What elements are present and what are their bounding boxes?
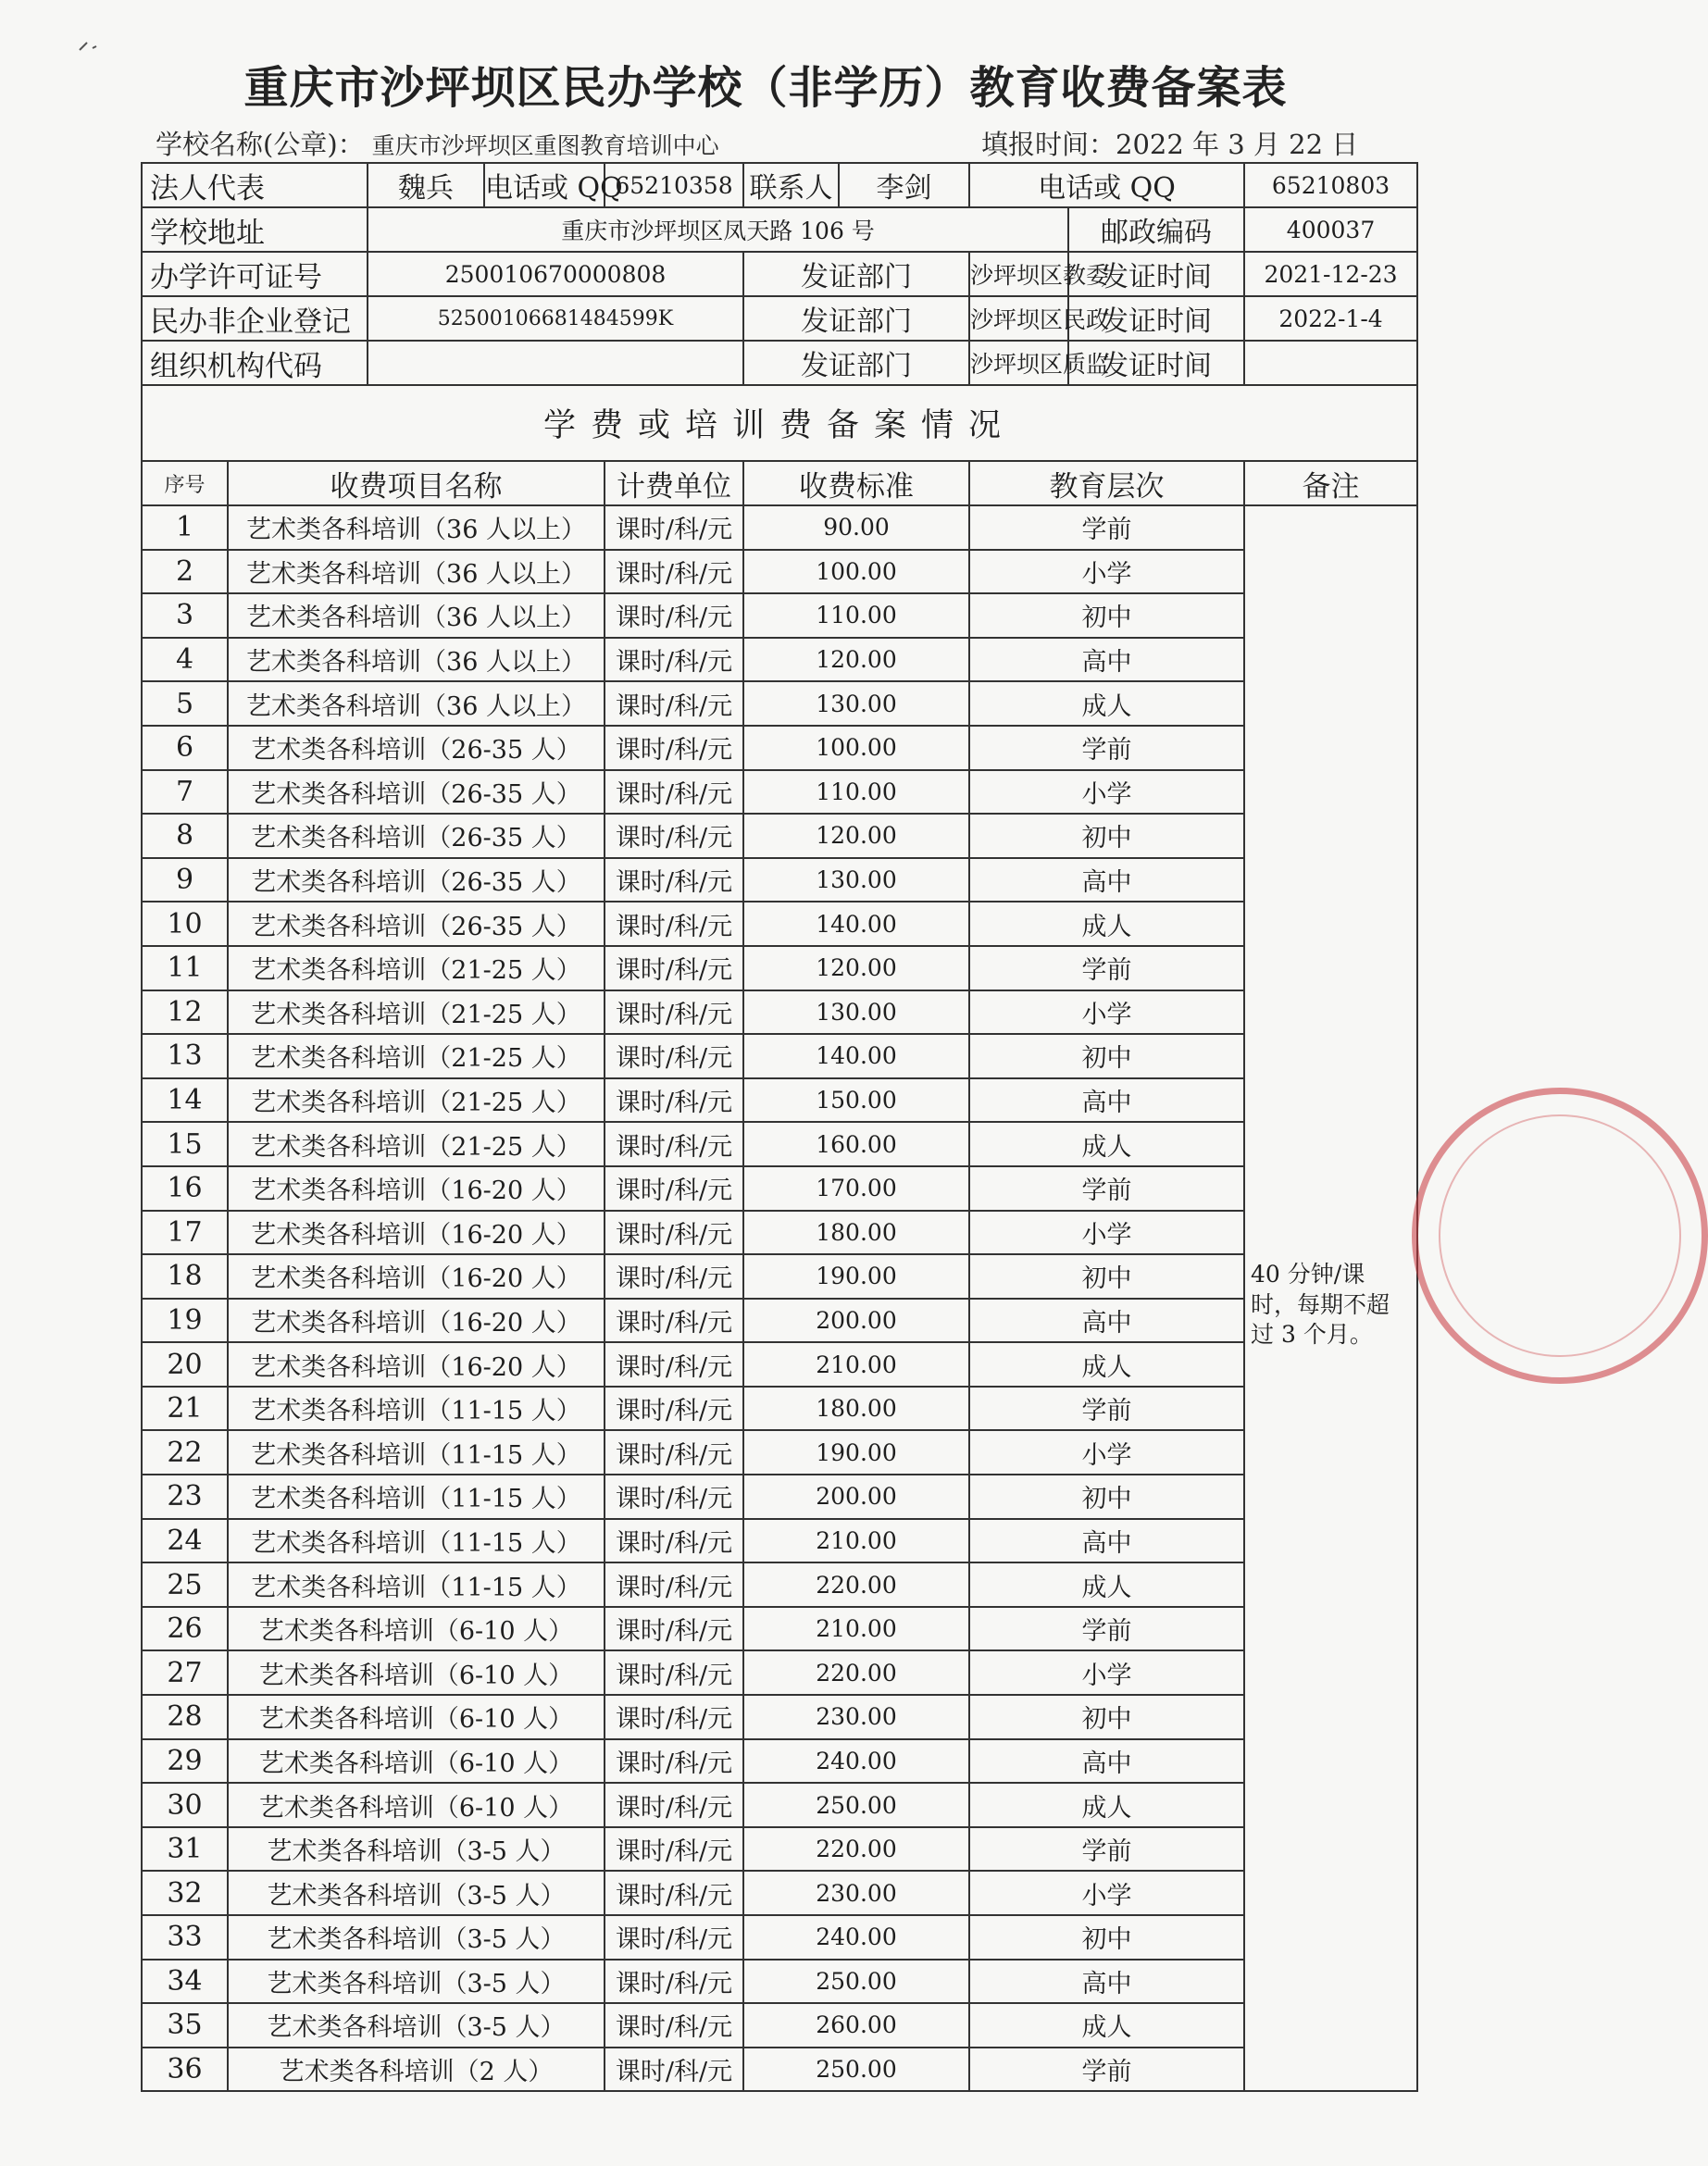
row-level: 初中: [969, 1475, 1244, 1519]
org-code-label: 组织机构代码: [142, 341, 368, 385]
row-item: 艺术类各科培训（16-20 人）: [228, 1166, 605, 1211]
table-row: [142, 1166, 1417, 1211]
row-item: 艺术类各科培训（11-15 人）: [228, 1475, 605, 1519]
row-no: 28: [142, 1695, 228, 1739]
row-no: 21: [142, 1387, 228, 1431]
row-price: 190.00: [743, 1254, 969, 1299]
row-no: 34: [142, 1960, 228, 2004]
row-price: 150.00: [743, 1078, 969, 1123]
row-price: 220.00: [743, 1562, 969, 1607]
row-price: 90.00: [743, 505, 969, 550]
table-row: [142, 1034, 1417, 1078]
row-item: 艺术类各科培训（11-15 人）: [228, 1387, 605, 1431]
table-row: [142, 1562, 1417, 1607]
school-name-label: 学校名称(公章)：: [156, 129, 365, 160]
row-item: 艺术类各科培训（21-25 人）: [228, 1034, 605, 1078]
org-date-value: [1244, 341, 1417, 385]
row-price: 210.00: [743, 1342, 969, 1387]
row-unit: 课时/科/元: [605, 1562, 743, 1607]
row-unit: 课时/科/元: [605, 1695, 743, 1739]
table-row: [142, 593, 1417, 638]
row-price: 100.00: [743, 550, 969, 594]
header-note: 备注: [1244, 461, 1417, 505]
section-title-row: [142, 385, 1417, 461]
table-row: [142, 1695, 1417, 1739]
row-item: 艺术类各科培训（6-10 人）: [228, 1739, 605, 1784]
registration-label: 民办非企业登记: [142, 296, 368, 341]
row-unit: 课时/科/元: [605, 1783, 743, 1827]
row-level: 学前: [969, 1387, 1244, 1431]
row-item: 艺术类各科培训（26-35 人）: [228, 902, 605, 946]
row-item: 艺术类各科培训（3-5 人）: [228, 1827, 605, 1872]
row-price: 210.00: [743, 1607, 969, 1651]
row-level: 成人: [969, 1783, 1244, 1827]
row-unit: 课时/科/元: [605, 770, 743, 815]
row-unit: 课时/科/元: [605, 1166, 743, 1211]
row-no: 12: [142, 990, 228, 1035]
row-unit: 课时/科/元: [605, 2048, 743, 2092]
row-item: 艺术类各科培训（26-35 人）: [228, 814, 605, 858]
note-text: 40 分钟/课时，每期不超过 3 个月。: [1251, 1261, 1390, 1348]
note-cell: [1244, 505, 1417, 2091]
row-unit: 课时/科/元: [605, 990, 743, 1035]
row-unit: 课时/科/元: [605, 1430, 743, 1475]
row-unit: 课时/科/元: [605, 726, 743, 770]
row-price: 130.00: [743, 681, 969, 726]
table-row: [142, 2003, 1417, 2048]
row-item: 艺术类各科培训（11-15 人）: [228, 1519, 605, 1563]
row-no: 35: [142, 2003, 228, 2048]
row-no: 19: [142, 1299, 228, 1343]
row-price: 190.00: [743, 1430, 969, 1475]
row-item: 艺术类各科培训（36 人以上）: [228, 593, 605, 638]
row-price: 170.00: [743, 1166, 969, 1211]
row-unit: 课时/科/元: [605, 1299, 743, 1343]
legal-rep-value: 魏兵: [368, 163, 484, 207]
table-row: [142, 1078, 1417, 1123]
row-level: 成人: [969, 2003, 1244, 2048]
row-item: 艺术类各科培训（2 人）: [228, 2048, 605, 2092]
table-row: [142, 1475, 1417, 1519]
row-level: 高中: [969, 1299, 1244, 1343]
row-unit: 课时/科/元: [605, 1827, 743, 1872]
row-price: 140.00: [743, 902, 969, 946]
phone-value-1: 65210358: [605, 163, 743, 207]
row-unit: 课时/科/元: [605, 902, 743, 946]
phone-label-2: 电话或 QQ: [969, 163, 1244, 207]
row-item: 艺术类各科培训（6-10 人）: [228, 1607, 605, 1651]
row-no: 17: [142, 1211, 228, 1255]
row-level: 成人: [969, 1562, 1244, 1607]
org-dept-label: 发证部门: [743, 341, 969, 385]
row-level: 小学: [969, 1871, 1244, 1915]
row-level: 小学: [969, 1430, 1244, 1475]
table-row: [142, 1783, 1417, 1827]
info-row-org-code: [142, 341, 1417, 385]
table-row: [142, 1739, 1417, 1784]
phone-label-1: 电话或 QQ: [484, 163, 605, 207]
postal-label: 邮政编码: [1068, 207, 1244, 252]
row-level: 高中: [969, 1078, 1244, 1123]
table-row: [142, 1607, 1417, 1651]
table-row: [142, 1254, 1417, 1299]
table-row: [142, 1211, 1417, 1255]
header-standard: 收费标准: [743, 461, 969, 505]
row-price: 230.00: [743, 1871, 969, 1915]
row-price: 140.00: [743, 1034, 969, 1078]
row-level: 初中: [969, 1915, 1244, 1960]
table-row: [142, 638, 1417, 682]
row-no: 14: [142, 1078, 228, 1123]
school-name-value: 重庆市沙坪坝区重图教育培训中心: [371, 132, 719, 159]
row-no: 25: [142, 1562, 228, 1607]
info-row-registration: [142, 296, 1417, 341]
row-unit: 课时/科/元: [605, 2003, 743, 2048]
row-no: 24: [142, 1519, 228, 1563]
row-price: 240.00: [743, 1915, 969, 1960]
row-level: 小学: [969, 1211, 1244, 1255]
fee-table-header: [142, 461, 1417, 505]
row-no: 27: [142, 1650, 228, 1695]
row-level: 学前: [969, 505, 1244, 550]
row-price: 130.00: [743, 990, 969, 1035]
row-item: 艺术类各科培训（3-5 人）: [228, 1871, 605, 1915]
table-row: [142, 902, 1417, 946]
row-no: 32: [142, 1871, 228, 1915]
row-item: 艺术类各科培训（3-5 人）: [228, 1915, 605, 1960]
row-level: 小学: [969, 990, 1244, 1035]
row-unit: 课时/科/元: [605, 1650, 743, 1695]
row-price: 110.00: [743, 770, 969, 815]
row-unit: 课时/科/元: [605, 593, 743, 638]
table-row: [142, 1871, 1417, 1915]
row-price: 200.00: [743, 1299, 969, 1343]
table-row: [142, 814, 1417, 858]
row-no: 8: [142, 814, 228, 858]
contact-value: 李剑: [839, 163, 969, 207]
row-item: 艺术类各科培训（26-35 人）: [228, 770, 605, 815]
official-seal-inner-ring: [1439, 1114, 1681, 1357]
table-row: [142, 1519, 1417, 1563]
info-row-license: [142, 252, 1417, 296]
row-level: 高中: [969, 638, 1244, 682]
table-row: [142, 990, 1417, 1035]
address-label: 学校地址: [142, 207, 368, 252]
row-no: 20: [142, 1342, 228, 1387]
row-level: 小学: [969, 550, 1244, 594]
row-level: 学前: [969, 1827, 1244, 1872]
row-no: 9: [142, 858, 228, 902]
license-dept-value: 沙坪坝区教委: [969, 252, 1068, 296]
row-level: 高中: [969, 858, 1244, 902]
row-unit: 课时/科/元: [605, 1607, 743, 1651]
row-unit: 课时/科/元: [605, 858, 743, 902]
row-no: 29: [142, 1739, 228, 1784]
row-unit: 课时/科/元: [605, 1871, 743, 1915]
license-date-value: 2021-12-23: [1244, 252, 1417, 296]
date-label: 填报时间：: [981, 129, 1116, 160]
row-item: 艺术类各科培训（26-35 人）: [228, 726, 605, 770]
school-name-line: [156, 124, 719, 162]
registration-dept-value: 沙坪坝区民政: [969, 296, 1068, 341]
row-level: 学前: [969, 1607, 1244, 1651]
fee-rows: [142, 505, 1417, 2091]
license-dept-label: 发证部门: [743, 252, 969, 296]
org-dept-value: 沙坪坝区质监: [969, 341, 1068, 385]
row-item: 艺术类各科培训（3-5 人）: [228, 2003, 605, 2048]
table-row: [142, 1299, 1417, 1343]
registration-dept-label: 发证部门: [743, 296, 969, 341]
row-item: 艺术类各科培训（26-35 人）: [228, 858, 605, 902]
row-price: 220.00: [743, 1827, 969, 1872]
row-no: 4: [142, 638, 228, 682]
row-unit: 课时/科/元: [605, 1387, 743, 1431]
row-unit: 课时/科/元: [605, 814, 743, 858]
date-value: 2022 年 3 月 22 日: [1116, 129, 1359, 160]
row-level: 小学: [969, 770, 1244, 815]
table-row: [142, 946, 1417, 990]
section-title: 学费或培训费备案情况: [142, 385, 1417, 461]
row-no: 13: [142, 1034, 228, 1078]
row-item: 艺术类各科培训（6-10 人）: [228, 1783, 605, 1827]
registration-value: 52500106681484599K: [368, 296, 743, 341]
table-row: [142, 505, 1417, 550]
row-price: 240.00: [743, 1739, 969, 1784]
row-unit: 课时/科/元: [605, 1254, 743, 1299]
row-item: 艺术类各科培训（3-5 人）: [228, 1960, 605, 2004]
org-date-label: 发证时间: [1068, 341, 1244, 385]
table-row: [142, 1387, 1417, 1431]
row-no: 33: [142, 1915, 228, 1960]
row-price: 100.00: [743, 726, 969, 770]
legal-rep-label: 法人代表: [142, 163, 368, 207]
row-item: 艺术类各科培训（21-25 人）: [228, 1078, 605, 1123]
row-no: 10: [142, 902, 228, 946]
row-price: 210.00: [743, 1519, 969, 1563]
row-price: 120.00: [743, 638, 969, 682]
row-level: 高中: [969, 1960, 1244, 2004]
row-price: 250.00: [743, 1783, 969, 1827]
info-row-address: [142, 207, 1417, 252]
row-unit: 课时/科/元: [605, 1475, 743, 1519]
row-level: 初中: [969, 1254, 1244, 1299]
row-level: 成人: [969, 681, 1244, 726]
row-price: 120.00: [743, 814, 969, 858]
row-price: 200.00: [743, 1475, 969, 1519]
row-no: 2: [142, 550, 228, 594]
row-item: 艺术类各科培训（36 人以上）: [228, 505, 605, 550]
row-level: 初中: [969, 1034, 1244, 1078]
row-unit: 课时/科/元: [605, 1078, 743, 1123]
row-unit: 课时/科/元: [605, 1034, 743, 1078]
table-row: [142, 1122, 1417, 1166]
row-level: 成人: [969, 902, 1244, 946]
postal-value: 400037: [1244, 207, 1417, 252]
row-unit: 课时/科/元: [605, 1915, 743, 1960]
row-item: 艺术类各科培训（6-10 人）: [228, 1695, 605, 1739]
row-level: 成人: [969, 1122, 1244, 1166]
date-line: [981, 124, 1358, 162]
row-unit: 课时/科/元: [605, 1519, 743, 1563]
phone-value-2: 65210803: [1244, 163, 1417, 207]
row-no: 7: [142, 770, 228, 815]
row-no: 36: [142, 2048, 228, 2092]
row-item: 艺术类各科培训（21-25 人）: [228, 990, 605, 1035]
table-row: [142, 1430, 1417, 1475]
row-no: 5: [142, 681, 228, 726]
row-item: 艺术类各科培训（16-20 人）: [228, 1211, 605, 1255]
row-item: 艺术类各科培训（6-10 人）: [228, 1650, 605, 1695]
table-row: [142, 858, 1417, 902]
row-unit: 课时/科/元: [605, 681, 743, 726]
row-price: 130.00: [743, 858, 969, 902]
table-row: [142, 1342, 1417, 1387]
row-price: 250.00: [743, 1960, 969, 2004]
row-unit: 课时/科/元: [605, 1342, 743, 1387]
row-item: 艺术类各科培训（11-15 人）: [228, 1430, 605, 1475]
table-row: [142, 726, 1417, 770]
row-level: 高中: [969, 1519, 1244, 1563]
registration-date-value: 2022-1-4: [1244, 296, 1417, 341]
row-level: 高中: [969, 1739, 1244, 1784]
row-no: 18: [142, 1254, 228, 1299]
row-no: 30: [142, 1783, 228, 1827]
row-price: 260.00: [743, 2003, 969, 2048]
row-unit: 课时/科/元: [605, 1739, 743, 1784]
row-item: 艺术类各科培训（21-25 人）: [228, 1122, 605, 1166]
official-seal: [1412, 1088, 1708, 1384]
row-unit: 课时/科/元: [605, 505, 743, 550]
registration-date-label: 发证时间: [1068, 296, 1244, 341]
row-item: 艺术类各科培训（21-25 人）: [228, 946, 605, 990]
table-row: [142, 550, 1417, 594]
license-label: 办学许可证号: [142, 252, 368, 296]
contact-label: 联系人: [743, 163, 839, 207]
row-level: 小学: [969, 1650, 1244, 1695]
row-price: 110.00: [743, 593, 969, 638]
row-unit: 课时/科/元: [605, 638, 743, 682]
row-item: 艺术类各科培训（16-20 人）: [228, 1254, 605, 1299]
info-row-legal-rep: [142, 163, 1417, 207]
row-no: 22: [142, 1430, 228, 1475]
document-title: 重庆市沙坪坝区民办学校（非学历）教育收费备案表: [243, 62, 1288, 114]
table-row: [142, 2048, 1417, 2092]
header-no: 序号: [142, 461, 228, 505]
row-price: 180.00: [743, 1387, 969, 1431]
row-unit: 课时/科/元: [605, 550, 743, 594]
row-level: 初中: [969, 1695, 1244, 1739]
header-item: 收费项目名称: [228, 461, 605, 505]
address-value: 重庆市沙坪坝区凤天路 106 号: [368, 207, 1068, 252]
license-value: 250010670000808: [368, 252, 743, 296]
row-unit: 课时/科/元: [605, 1960, 743, 2004]
row-unit: 课时/科/元: [605, 1122, 743, 1166]
row-level: 初中: [969, 593, 1244, 638]
table-row: [142, 1915, 1417, 1960]
row-no: 16: [142, 1166, 228, 1211]
row-price: 180.00: [743, 1211, 969, 1255]
org-code-value: [368, 341, 743, 385]
row-price: 120.00: [743, 946, 969, 990]
row-no: 31: [142, 1827, 228, 1872]
row-level: 学前: [969, 2048, 1244, 2092]
row-level: 成人: [969, 1342, 1244, 1387]
row-unit: 课时/科/元: [605, 1211, 743, 1255]
row-item: 艺术类各科培训（16-20 人）: [228, 1342, 605, 1387]
row-no: 11: [142, 946, 228, 990]
header-level: 教育层次: [969, 461, 1244, 505]
row-price: 230.00: [743, 1695, 969, 1739]
row-item: 艺术类各科培训（36 人以上）: [228, 550, 605, 594]
row-item: 艺术类各科培训（36 人以上）: [228, 681, 605, 726]
table-row: [142, 681, 1417, 726]
fee-record-table: [141, 162, 1418, 2092]
row-no: 6: [142, 726, 228, 770]
header-unit: 计费单位: [605, 461, 743, 505]
row-no: 23: [142, 1475, 228, 1519]
row-level: 初中: [969, 814, 1244, 858]
row-price: 250.00: [743, 2048, 969, 2092]
table-row: [142, 1827, 1417, 1872]
table-row: [142, 1960, 1417, 2004]
row-no: 15: [142, 1122, 228, 1166]
row-price: 220.00: [743, 1650, 969, 1695]
table-row: [142, 770, 1417, 815]
row-level: 学前: [969, 726, 1244, 770]
row-item: 艺术类各科培训（36 人以上）: [228, 638, 605, 682]
row-level: 学前: [969, 1166, 1244, 1211]
row-no: 3: [142, 593, 228, 638]
table-row: [142, 1650, 1417, 1695]
row-no: 1: [142, 505, 228, 550]
row-price: 160.00: [743, 1122, 969, 1166]
row-item: 艺术类各科培训（11-15 人）: [228, 1562, 605, 1607]
row-item: 艺术类各科培训（16-20 人）: [228, 1299, 605, 1343]
row-level: 学前: [969, 946, 1244, 990]
license-date-label: 发证时间: [1068, 252, 1244, 296]
row-no: 26: [142, 1607, 228, 1651]
row-unit: 课时/科/元: [605, 946, 743, 990]
